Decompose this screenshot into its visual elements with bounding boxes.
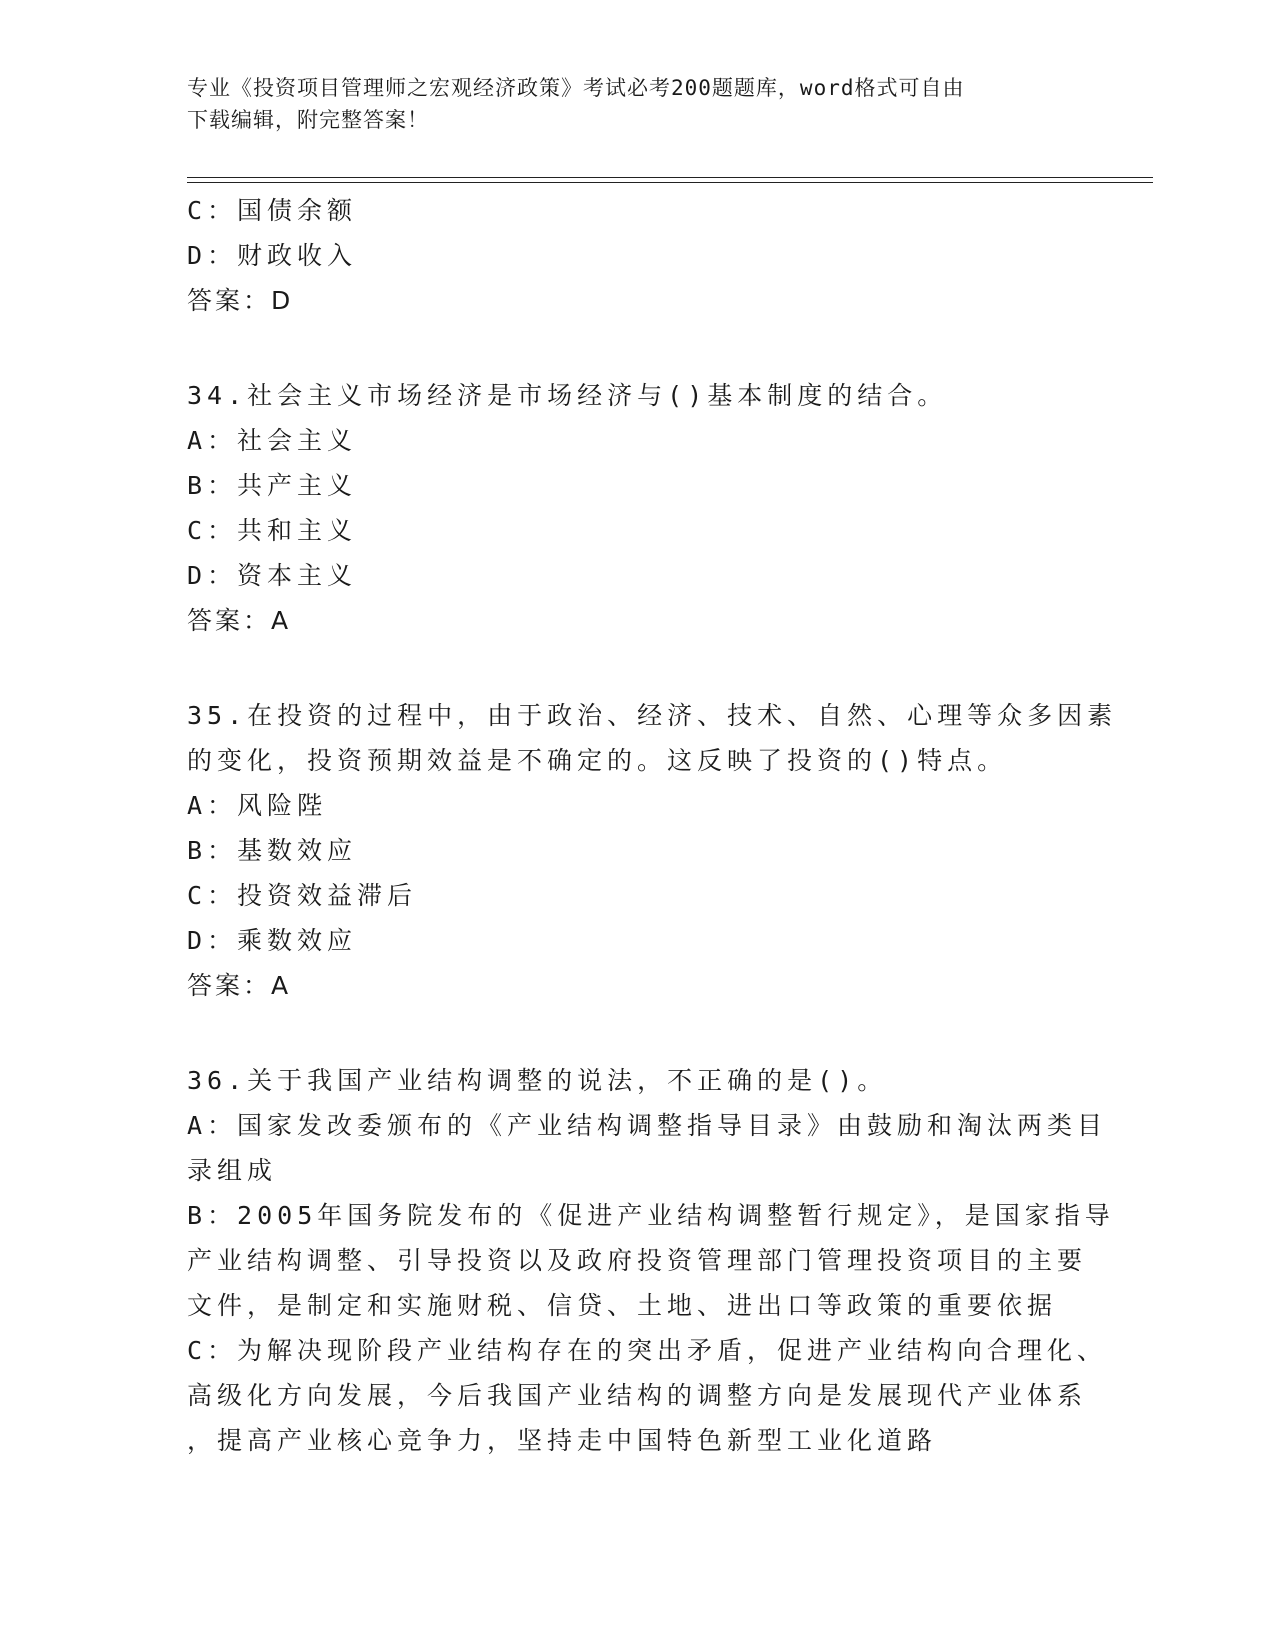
q35-answer: 答案：A — [187, 971, 292, 1000]
question-36 — [187, 1058, 1115, 1463]
q35-option-d: D：乘数效应 — [187, 926, 358, 955]
q36-option-c-line-2: 高级化方向发展，今后我国产业结构的调整方向是发展现代产业体系 — [187, 1381, 1088, 1410]
q33-option-d: D：财政收入 — [187, 241, 358, 270]
spacer — [187, 643, 1087, 693]
question-list — [187, 188, 1118, 1463]
q36-option-b-line-2: 产业结构调整、引导投资以及政府投资管理部门管理投资项目的主要 — [187, 1246, 1088, 1275]
spacer — [187, 323, 1087, 373]
q36-option-c-line-3: ，提高产业核心竞争力，坚持走中国特色新型工业化道路 — [187, 1426, 938, 1455]
q35-question-line-1: 35.在投资的过程中，由于政治、经济、技术、自然、心理等众多因素 — [187, 701, 1118, 730]
q33-option-c: C：国债余额 — [187, 196, 358, 225]
q35-question-line-2: 的变化，投资预期效益是不确定的。这反映了投资的()特点。 — [187, 746, 1008, 775]
q33-answer: 答案：D — [187, 286, 294, 315]
header-divider-top — [187, 177, 1153, 178]
q34-answer: 答案：A — [187, 606, 292, 635]
q36-option-a-line-1: A：国家发改委颁布的《产业结构调整指导目录》由鼓励和淘汰两类目 — [187, 1111, 1108, 1140]
question-35 — [187, 693, 1118, 1008]
spacer — [187, 1008, 1087, 1058]
header-line-1: 专业《投资项目管理师之宏观经济政策》考试必考200题题库，word格式可自由 — [187, 76, 965, 100]
q35-option-a: A：风险陛 — [187, 791, 328, 820]
q34-option-d: D：资本主义 — [187, 561, 358, 590]
q36-option-c-line-1: C：为解决现阶段产业结构存在的突出矛盾，促进产业结构向合理化、 — [187, 1336, 1108, 1365]
question-33 — [187, 188, 1087, 323]
q36-question: 36.关于我国产业结构调整的说法，不正确的是()。 — [187, 1066, 888, 1095]
header-divider-bottom — [187, 182, 1153, 183]
header-line-2: 下载编辑，附完整答案！ — [187, 108, 429, 132]
q35-option-c: C：投资效益滞后 — [187, 881, 418, 910]
q34-option-c: C：共和主义 — [187, 516, 358, 545]
q34-option-a: A：社会主义 — [187, 426, 358, 455]
q35-option-b: B：基数效应 — [187, 836, 358, 865]
q34-question: 34.社会主义市场经济是市场经济与()基本制度的结合。 — [187, 381, 948, 410]
document-header — [187, 72, 1067, 136]
question-34 — [187, 373, 1087, 643]
q34-option-b: B：共产主义 — [187, 471, 358, 500]
q36-option-b-line-1: B：2005年国务院发布的《促进产业结构调整暂行规定》，是国家指导 — [187, 1201, 1115, 1230]
q36-option-a-line-2: 录组成 — [187, 1156, 278, 1185]
q36-option-b-line-3: 文件，是制定和实施财税、信贷、土地、进出口等政策的重要依据 — [187, 1291, 1058, 1320]
